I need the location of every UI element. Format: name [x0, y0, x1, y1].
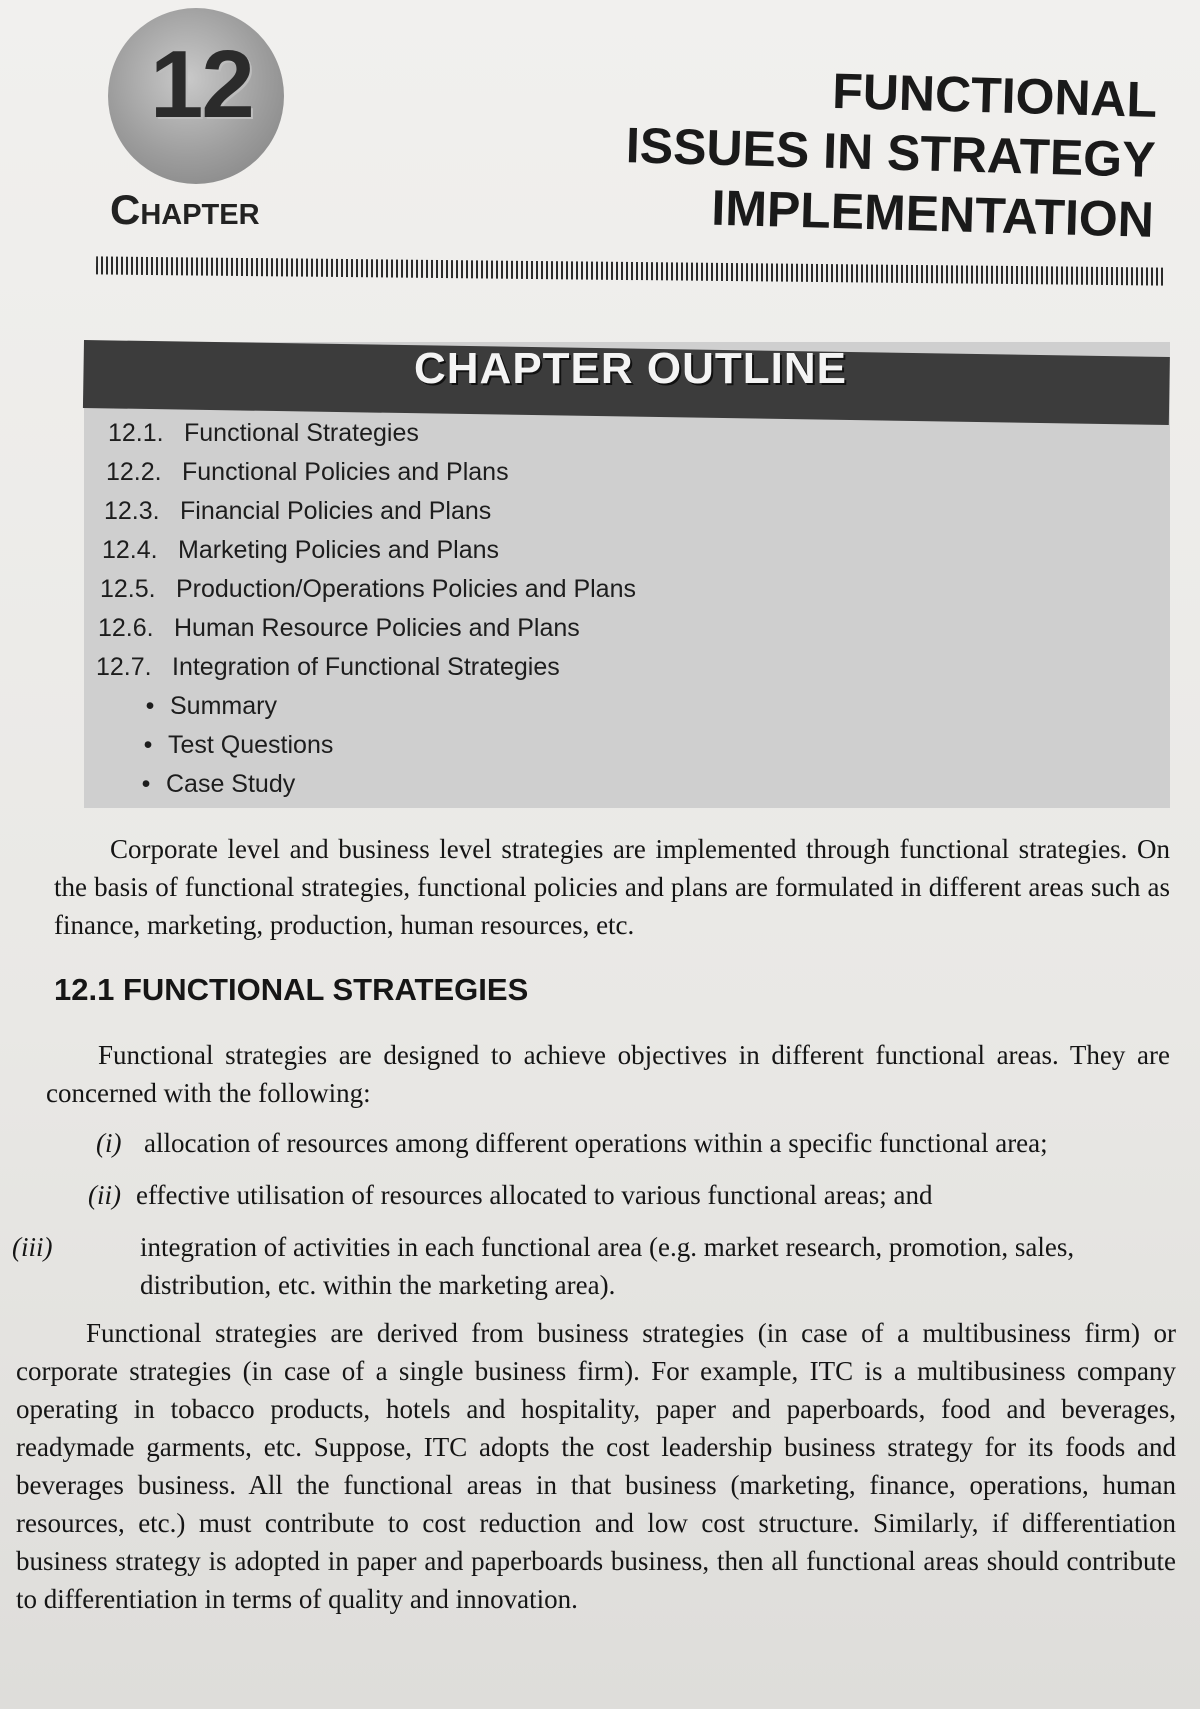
- chapter-title: [533, 53, 1158, 250]
- chapter-title-line: IMPLEMENTATION: [710, 179, 1155, 248]
- outline-item: 12.4. Marketing Policies and Plans: [102, 536, 499, 564]
- outline-item: 12.3. Financial Policies and Plans: [104, 497, 492, 525]
- outline-item: • Test Questions: [143, 731, 334, 759]
- intro-paragraph: Corporate level and business level strategies are implemented through functional strategies. On the basis of functional strategies, functional policies and plans are formulated in different areas such as finance, marketing, production, human resources, etc.: [54, 834, 1170, 940]
- section-paragraph: Functional strategies are designed to achieve objectives in different functional areas. They are concerned with the following:: [46, 1040, 1170, 1108]
- outline-item: 12.7. Integration of Functional Strategies: [96, 653, 560, 681]
- section-paragraph: Functional strategies are derived from business strategies (in case of a multibusiness firm) or corporate strategies (in case of a single business firm). For example, ITC is a multibusiness company operating in tobacco products, hotels and hospitality, paper and paperboards, food and beverages, readymade garments, etc. Suppose, ITC adopts the cost leadership business strategy for its foods and beverages business. All the functional areas in that business (marketing, finance, operations, human resources, etc.) must contribute to cost reduction and low cost structure. Similarly, if differentiation business strategy is adopted in paper and paperboards business, then all functional areas should contribute to differentiation in terms of quality and innovation.: [16, 1318, 1176, 1614]
- section-heading: 12.1 FUNCTIONAL STRATEGIES: [54, 972, 529, 1007]
- objectives-list-item: (iii) integration of activities in each functional area (e.g. market research, promotion, sales, distribution, etc. within the marketing area).: [12, 1232, 1075, 1300]
- chapter-title-line: ISSUES IN STRATEGY: [625, 117, 1157, 188]
- outline-item: 12.2. Functional Policies and Plans: [106, 458, 509, 486]
- outline-item: 12.5. Production/Operations Policies and Plans: [100, 575, 636, 603]
- outline-item: • Summary: [145, 692, 277, 720]
- chapter-title-line: FUNCTIONAL: [831, 62, 1158, 128]
- objectives-list-item: (ii) effective utilisation of resources allocated to various functional areas; and: [88, 1180, 933, 1210]
- decorative-hatch-divider: [96, 256, 1164, 285]
- outline-item: 12.6. Human Resource Policies and Plans: [98, 614, 580, 642]
- objectives-list-item: (i) allocation of resources among different operations within a specific functional area;: [96, 1128, 1048, 1158]
- chapter-number: 12: [150, 31, 253, 138]
- outline-item: • Case Study: [141, 770, 296, 798]
- chapter-outline-heading: CHAPTER OUTLINE: [414, 344, 847, 393]
- outline-item: 12.1. Functional Strategies: [108, 419, 419, 447]
- chapter-label: Chapter: [110, 186, 260, 233]
- chapter-outline-list: [96, 414, 636, 804]
